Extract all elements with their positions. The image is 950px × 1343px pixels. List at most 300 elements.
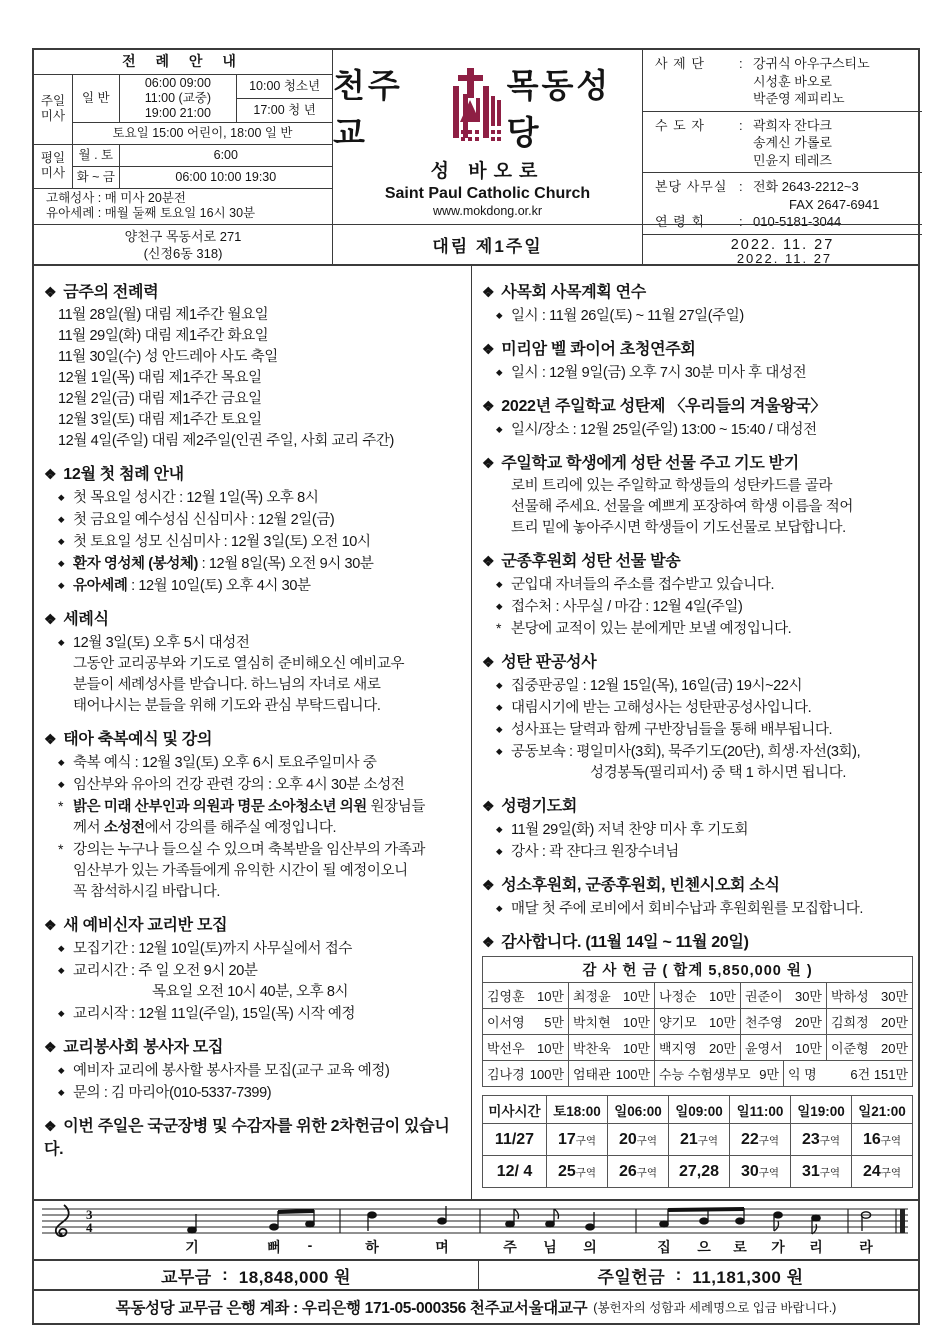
donor-name: 이준형 xyxy=(831,1041,869,1056)
section-title xyxy=(482,649,912,672)
zone-number: 23 xyxy=(801,1130,820,1148)
text-run: 분들이 세례성사를 받습니다. 하느님의 자녀로 새로 xyxy=(73,677,381,693)
mass-date: 12/ 4 xyxy=(483,1156,547,1188)
text-run: 11월 30일(수) 성 안드레아 사도 축일 xyxy=(58,349,278,365)
item-diamond-icon: ◆ xyxy=(58,514,65,524)
donation-cell xyxy=(655,983,741,1009)
donation-cell-content xyxy=(487,986,564,1005)
text-run: 축복 예식 : 12월 3일(토) 오후 6시 토요주일미사 중 xyxy=(73,755,377,771)
text-run: 밝은 미래 산부인과 의원과 명문 소아청소년 의원 xyxy=(73,799,367,815)
donor-name: 박하성 xyxy=(831,989,869,1004)
date-band: 2022. 11. 27 xyxy=(642,224,922,264)
section-marker-icon: ❖ xyxy=(482,284,495,300)
bulletin-line xyxy=(480,518,912,539)
zone-unit: 구역 xyxy=(575,1166,597,1179)
clergy-colon: : xyxy=(739,214,743,229)
section-title-text: 2022년 주일학교 성탄제 〈우리들의 겨울왕국〉 xyxy=(501,398,827,415)
donation-table xyxy=(482,956,913,1087)
donation-cell-content xyxy=(573,1012,650,1031)
section-title xyxy=(482,793,912,816)
zone-unit: 구역 xyxy=(880,1166,902,1179)
section-title-text: 새 예비신자 교리반 모집 xyxy=(63,917,228,934)
section-title-text: 성소후원회, 군종후원회, 빈첸시오회 소식 xyxy=(501,877,780,894)
bulletin-line xyxy=(480,819,912,841)
mass-zone-cell xyxy=(669,1124,730,1156)
bulletin-line xyxy=(42,431,461,452)
section xyxy=(480,450,912,539)
donation-cell xyxy=(569,983,655,1009)
bulletin-line xyxy=(480,675,912,697)
clergy-colon: : xyxy=(739,117,743,133)
zone-unit: 구역 xyxy=(636,1134,658,1147)
section-title xyxy=(482,872,912,895)
clergy-colon xyxy=(739,90,753,108)
section-title xyxy=(44,461,461,484)
item-diamond-icon: ◆ xyxy=(58,965,65,975)
bulletin-line xyxy=(42,410,461,431)
notes xyxy=(188,1206,871,1234)
clergy-label: 연 령 회 xyxy=(655,214,705,229)
mass-zone-cell xyxy=(547,1124,608,1156)
bulletin-line xyxy=(42,696,461,717)
donor-name: 김영훈 xyxy=(487,989,525,1004)
bulletin-body xyxy=(32,266,920,1201)
bulletin-line xyxy=(42,882,461,903)
text-run: 대림시기에 받는 고해성사는 성탄판공성사입니다. xyxy=(511,700,812,716)
text-run: 강의는 누구나 들으실 수 있으며 축복받을 임산부의 가족과 xyxy=(73,842,425,858)
donation-amount: 20만 xyxy=(881,1015,909,1030)
bulletin-line xyxy=(42,839,461,861)
item-diamond-icon: ◆ xyxy=(58,536,65,546)
lyric-syllable: 으 xyxy=(697,1239,711,1255)
clergy-label xyxy=(655,90,739,108)
bulletin-line xyxy=(42,509,461,531)
bulletin-line xyxy=(480,763,912,784)
clergy-row xyxy=(655,152,914,170)
section-title xyxy=(482,279,912,302)
bulletin-line xyxy=(480,497,912,518)
clergy-colon: : xyxy=(739,56,743,71)
zone-unit: 구역 xyxy=(758,1134,780,1147)
text-run: 11월 29일(화) 대림 제1주간 화요일 xyxy=(58,328,269,344)
text-run: 강사 : 곽 쟌다크 원장수녀님 xyxy=(511,844,679,860)
bulletin-line xyxy=(42,938,461,960)
clergy-row xyxy=(655,117,914,135)
donation-cell-content xyxy=(745,986,822,1005)
item-diamond-icon: ◆ xyxy=(496,310,503,320)
clergy-contact-block xyxy=(642,50,922,266)
clergy-value: 시성훈 바오로 xyxy=(753,73,832,89)
section xyxy=(42,279,461,452)
text-run: 본당에 교적이 있는 분에게만 보낼 예정입니다. xyxy=(511,621,792,637)
donor-name: 박선우 xyxy=(487,1041,525,1056)
zone-number: 27,28 xyxy=(678,1162,720,1180)
donation-cell xyxy=(655,1061,784,1087)
hymn-staff-section xyxy=(32,1201,920,1261)
donor-name: 윤영서 xyxy=(745,1041,783,1056)
mass-zone-cell xyxy=(608,1156,669,1188)
youth-mass: 10:00 청소년 xyxy=(237,74,332,98)
clergy-value: 민윤지 테레즈 xyxy=(753,152,832,168)
section-title-text: 미리암 벨 콰이어 초청연주회 xyxy=(501,341,696,358)
bulletin-line xyxy=(42,531,461,553)
bulletin-line xyxy=(42,632,461,654)
section xyxy=(42,606,461,717)
donation-amount: 10만 xyxy=(536,1041,564,1056)
section-marker-icon: ❖ xyxy=(482,398,495,414)
text-run: 로비 트리에 있는 주일학교 학생들의 성탄카드를 골라 xyxy=(511,478,833,494)
bulletin-line xyxy=(42,796,461,818)
donation-cell xyxy=(483,1035,569,1061)
clergy-value: 송계신 가롤로 xyxy=(753,135,832,150)
section-title-text: 성령기도회 xyxy=(501,798,578,815)
item-diamond-icon: ◆ xyxy=(496,424,503,434)
offering-summary-row xyxy=(32,1261,920,1291)
section-marker-icon: ❖ xyxy=(44,731,57,747)
bulletin-line xyxy=(42,1003,461,1025)
section-marker-icon: ❖ xyxy=(482,341,495,357)
donation-amount: 10만 xyxy=(622,1015,650,1030)
clergy-colon xyxy=(739,152,753,170)
item-diamond-icon: ◆ xyxy=(496,601,503,611)
section xyxy=(42,726,461,903)
donor-name: 익 명 xyxy=(788,1067,817,1082)
zone-number: 26 xyxy=(618,1162,637,1180)
mass-table-header: 일21:00 xyxy=(852,1096,913,1124)
text-run: 트리 밑에 놓아주시면 학생들이 기도선물로 보답합니다. xyxy=(511,520,846,536)
bulletin-line xyxy=(42,654,461,675)
bulletin-line xyxy=(480,574,912,596)
donation-cell xyxy=(655,1035,741,1061)
logo-text-left: 천주교 xyxy=(333,67,403,151)
section-marker-icon: ❖ xyxy=(482,654,495,670)
section-title xyxy=(482,336,912,359)
bulletin-line xyxy=(480,719,912,741)
mon-sat-time: 6:00 xyxy=(119,144,332,166)
zone-number: 22 xyxy=(740,1130,759,1148)
donor-name: 이서영 xyxy=(487,1015,525,1030)
clergy-row xyxy=(655,196,914,214)
sunday-offering-cell: 주일헌금 : 11,181,300 원 xyxy=(478,1261,922,1289)
text-run: 문의 : 김 마리아(010-5337-7399) xyxy=(73,1085,272,1101)
section xyxy=(42,461,461,597)
sunday-title-band: 대림 제1주일 xyxy=(332,224,642,264)
lyric-syllable: 뻐 xyxy=(267,1239,281,1255)
section-title xyxy=(482,929,912,952)
donation-amount: 20만 xyxy=(794,1015,822,1030)
text-run: 성사표는 달력과 함께 구반장님들을 통해 배부됩니다. xyxy=(511,722,833,738)
general-times: 06:00 09:00 11:00 (교중) 19:00 21:00 xyxy=(119,74,237,122)
donation-cell xyxy=(741,983,827,1009)
donation-cell-content xyxy=(745,1038,822,1057)
bulletin-line xyxy=(42,960,461,982)
section xyxy=(480,336,912,384)
donation-cell xyxy=(569,1009,655,1035)
clergy-colon xyxy=(739,134,753,152)
zone-number: 20 xyxy=(618,1130,637,1148)
donation-cell-content xyxy=(788,1064,908,1083)
donation-cell-content xyxy=(831,1038,908,1057)
text-run: 첫 목요일 성시간 : 12월 1일(목) 오후 8시 xyxy=(73,490,319,506)
clergy-label xyxy=(655,134,739,152)
zone-unit: 구역 xyxy=(819,1166,841,1179)
lyric-syllable: 기 xyxy=(185,1239,199,1255)
lyric-syllable: 며 xyxy=(435,1239,449,1255)
section xyxy=(480,279,912,327)
text-run: 교리시작 : 12월 11일(주일), 15일(목) 시작 예정 xyxy=(73,1006,356,1022)
section-marker-icon: ❖ xyxy=(44,284,57,300)
section xyxy=(480,872,912,920)
mass-table-header: 일11:00 xyxy=(730,1096,791,1124)
confession-info: 고해성사 : 매 미사 20분전 유아세례 : 매월 둘째 토요일 16시 30분 xyxy=(34,188,332,224)
bulletin-line xyxy=(42,982,461,1003)
section-title xyxy=(44,1113,461,1159)
donor-name: 천주영 xyxy=(745,1015,783,1030)
lyric-syllable: 의 xyxy=(583,1239,597,1255)
zone-number: 30 xyxy=(740,1162,759,1180)
section-title-text: 이번 주일은 국군장병 및 수감자를 위한 2차헌금이 있습니다. xyxy=(44,1118,450,1158)
mass-zone-cell xyxy=(547,1156,608,1188)
header xyxy=(32,48,920,266)
donor-name: 박치현 xyxy=(573,1015,611,1030)
liturgy-title: 전 례 안 내 xyxy=(34,50,332,74)
zone-unit: 구역 xyxy=(758,1166,780,1179)
address-band: 양천구 목동서로 271 (신정6동 318) xyxy=(34,224,332,264)
left-column xyxy=(34,266,472,1199)
section-marker-icon: ❖ xyxy=(44,1039,57,1055)
item-asterisk-icon: * xyxy=(58,798,64,814)
donor-name: 수능 수험생부모 xyxy=(659,1067,751,1082)
final-bar xyxy=(900,1209,905,1233)
svg-text:4: 4 xyxy=(86,1220,93,1235)
text-run: 성경봉독(필리피서) 중 택 1 하시면 됩니다. xyxy=(590,765,847,781)
section-marker-icon: ❖ xyxy=(482,934,495,950)
bulletin-line xyxy=(42,818,461,839)
text-run: 교리시간 : 주 일 오전 9시 20분 xyxy=(73,963,258,979)
gyomugeum-cell: 교무금 : 18,848,000 원 xyxy=(160,1265,352,1287)
clergy-label: 사 제 단 xyxy=(655,56,705,71)
bulletin-line xyxy=(42,326,461,347)
donation-cell-content xyxy=(659,986,736,1005)
donation-cell-content xyxy=(659,1012,736,1031)
bulletin-line xyxy=(480,476,912,497)
item-diamond-icon: ◆ xyxy=(496,579,503,589)
mass-zone-cell xyxy=(852,1124,913,1156)
item-diamond-icon: ◆ xyxy=(496,680,503,690)
zone-number: 31 xyxy=(801,1162,820,1180)
donation-amount: 20만 xyxy=(881,1041,909,1056)
bulletin-line xyxy=(42,347,461,368)
text-run: 첫 토요일 성모 신심미사 : 12월 3일(토) 오전 10시 xyxy=(73,534,371,550)
zone-unit: 구역 xyxy=(636,1166,658,1179)
text-run: 11월 28일(월) 대림 제1주간 월요일 xyxy=(58,307,269,323)
item-diamond-icon: ◆ xyxy=(58,637,65,647)
donation-amount: 30만 xyxy=(794,989,822,1004)
bulletin-line xyxy=(480,841,912,863)
section-title xyxy=(44,912,461,935)
donation-cell xyxy=(569,1035,655,1061)
section-title xyxy=(44,726,461,749)
bulletin-line xyxy=(480,419,912,441)
clergy-block xyxy=(643,50,922,111)
zone-unit: 구역 xyxy=(575,1134,597,1147)
text-run: 예비자 교리에 봉사할 봉사자를 모집(교구 교육 예정) xyxy=(73,1063,390,1079)
item-diamond-icon: ◆ xyxy=(58,779,65,789)
bulletin-line xyxy=(42,861,461,882)
text-run: 모집기간 : 12월 10일(토)까지 사무실에서 접수 xyxy=(73,941,352,957)
bulletin-line xyxy=(42,1082,461,1104)
bulletin-line xyxy=(480,697,912,719)
lyric-syllable: 리 xyxy=(809,1239,823,1255)
bulletin-line xyxy=(480,362,912,384)
lyric-syllable: 집 xyxy=(657,1239,671,1255)
text-run: 접수처 : 사무실 / 마감 : 12월 4일(주일) xyxy=(511,599,743,615)
clergy-value: 곽희자 잔다크 xyxy=(753,117,832,133)
clergy-value: FAX 2647-6941 xyxy=(789,196,880,212)
item-diamond-icon: ◆ xyxy=(496,724,503,734)
text-run: 12월 3일(토) 대림 제1주간 토요일 xyxy=(58,412,262,428)
bulletin-line xyxy=(42,675,461,696)
item-diamond-icon: ◆ xyxy=(496,367,503,377)
section-marker-icon: ❖ xyxy=(44,466,57,482)
section-title xyxy=(44,279,461,302)
donor-name: 김희정 xyxy=(831,1015,869,1030)
zone-number: 25 xyxy=(557,1162,576,1180)
donation-cell xyxy=(483,1009,569,1035)
donation-cell xyxy=(741,1009,827,1035)
donation-cell-content xyxy=(487,1012,564,1031)
donation-amount: 5만 xyxy=(544,1015,564,1030)
bulletin-line xyxy=(480,618,912,640)
section xyxy=(480,548,912,640)
item-diamond-icon: ◆ xyxy=(58,1065,65,1075)
section-marker-icon: ❖ xyxy=(482,798,495,814)
clergy-label xyxy=(655,152,739,170)
clergy-value: 박준영 제피리노 xyxy=(753,91,845,106)
text-run: 께서 xyxy=(73,820,104,836)
donor-name: 백지영 xyxy=(659,1041,697,1056)
section-title-text: 금주의 전례력 xyxy=(63,284,159,301)
logo-text-right: 목동성당 xyxy=(506,67,612,151)
bank-account-row: 목동성당 교무금 은행 계좌 : 우리은행 171-05-000356 천주교서울대교구 (봉헌자의 성함과 세례명으로 입금 바랍니다.) xyxy=(32,1291,920,1325)
item-diamond-icon: ◆ xyxy=(58,492,65,502)
bulletin-line xyxy=(480,898,912,920)
text-run: 일시 : 12월 9일(금) 오후 7시 30분 미사 후 대성전 xyxy=(511,365,807,381)
donation-amount: 9만 xyxy=(759,1067,779,1082)
young-adult-mass: 17:00 청 년 xyxy=(237,98,332,122)
section-title xyxy=(44,1034,461,1057)
section-title-text: 성탄 판공성사 xyxy=(501,654,597,671)
clergy-value: 010-5181-3044 xyxy=(753,214,842,229)
text-run: 11월 29일(화) 저녁 찬양 미사 후 기도회 xyxy=(511,822,749,838)
clergy-label xyxy=(655,73,739,91)
donation-cell-content xyxy=(831,1012,908,1031)
clergy-row xyxy=(655,178,914,196)
item-asterisk-icon: * xyxy=(496,620,502,636)
text-run: 12월 3일(토) 오후 5시 대성전 xyxy=(73,635,250,651)
bulletin-line xyxy=(480,741,912,763)
mass-zone-cell xyxy=(730,1156,791,1188)
donor-name: 권준이 xyxy=(745,989,783,1004)
clergy-colon xyxy=(739,196,753,214)
section-title xyxy=(482,450,912,473)
lyric-syllable: 가 xyxy=(771,1239,785,1255)
donation-amount: 10만 xyxy=(708,989,736,1004)
bulletin-line xyxy=(42,1060,461,1082)
section xyxy=(480,393,912,441)
lyric-syllable: 주 xyxy=(503,1239,517,1255)
bulletin-line xyxy=(480,596,912,618)
mass-zone-cell xyxy=(730,1124,791,1156)
section-title-text: 주일학교 학생에게 성탄 선물 주고 기도 받기 xyxy=(501,455,799,472)
section-marker-icon: ❖ xyxy=(44,917,57,933)
mass-zone-cell xyxy=(791,1124,852,1156)
text-run: 매달 첫 주에 로비에서 회비수납과 후원회원를 모집합니다. xyxy=(511,901,863,917)
zone-unit: 구역 xyxy=(880,1134,902,1147)
donation-cell xyxy=(741,1035,827,1061)
item-diamond-icon: ◆ xyxy=(58,1087,65,1097)
donor-name: 엄태관 xyxy=(573,1067,611,1082)
zone-unit: 구역 xyxy=(697,1134,719,1147)
zone-number: 16 xyxy=(862,1130,881,1148)
section xyxy=(480,793,912,863)
clergy-label: 본당 사무실 xyxy=(655,179,728,194)
church-logo-block xyxy=(332,50,642,224)
lyric-syllable: 님 xyxy=(543,1239,557,1255)
mass-zone-table xyxy=(482,1095,913,1188)
clergy-colon xyxy=(739,73,753,91)
bulletin-sheet xyxy=(32,48,920,1325)
section-marker-icon: ❖ xyxy=(44,1118,57,1134)
donation-amount: 10만 xyxy=(622,989,650,1004)
mass-zone-cell xyxy=(791,1156,852,1188)
donation-cell xyxy=(483,1061,569,1087)
section-title-text: 12월 첫 첨례 안내 xyxy=(63,466,184,483)
clergy-block xyxy=(643,111,922,173)
item-diamond-icon: ◆ xyxy=(496,824,503,834)
section xyxy=(42,1113,461,1159)
mass-date: 11/27 xyxy=(483,1124,547,1156)
donation-cell xyxy=(827,1035,913,1061)
section-marker-icon: ❖ xyxy=(482,455,495,471)
lyric-syllable: - xyxy=(307,1237,313,1253)
sunday-mass-label: 주일 미사 xyxy=(34,74,73,144)
time-signature xyxy=(86,1207,93,1235)
item-diamond-icon: ◆ xyxy=(496,702,503,712)
text-run: : 12월 10일(토) 오후 4시 30분 xyxy=(127,578,311,594)
text-run: : 12월 8일(목) 오전 9시 30분 xyxy=(197,556,374,572)
donation-cell-content xyxy=(487,1038,564,1057)
donor-name: 양기모 xyxy=(659,1015,697,1030)
section-title-text: 감사합니다. (11월 14일 ~ 11월 20일) xyxy=(501,934,749,951)
section xyxy=(42,1034,461,1104)
donation-cell-content xyxy=(831,986,908,1005)
section xyxy=(42,912,461,1025)
section-marker-icon: ❖ xyxy=(482,877,495,893)
logo-subtitle: 성 바오로 xyxy=(430,161,545,182)
church-website-url: www.mokdong.or.kr xyxy=(432,204,543,218)
mass-table-header: 일06:00 xyxy=(608,1096,669,1124)
text-run: 소성전 xyxy=(103,820,145,836)
mass-table-header: 미사시간 xyxy=(483,1096,547,1124)
text-run: 공동보속 : 평일미사(3회), 묵주기도(20단), 희생·자선(3회), xyxy=(511,744,861,760)
lyric-syllable: 하 xyxy=(365,1239,379,1255)
donation-cell-content xyxy=(659,1064,779,1083)
bulletin-line xyxy=(42,575,461,597)
text-run: 꼭 참석하시길 바랍니다. xyxy=(73,884,220,900)
donor-name: 최정윤 xyxy=(573,989,611,1004)
section xyxy=(480,649,912,784)
